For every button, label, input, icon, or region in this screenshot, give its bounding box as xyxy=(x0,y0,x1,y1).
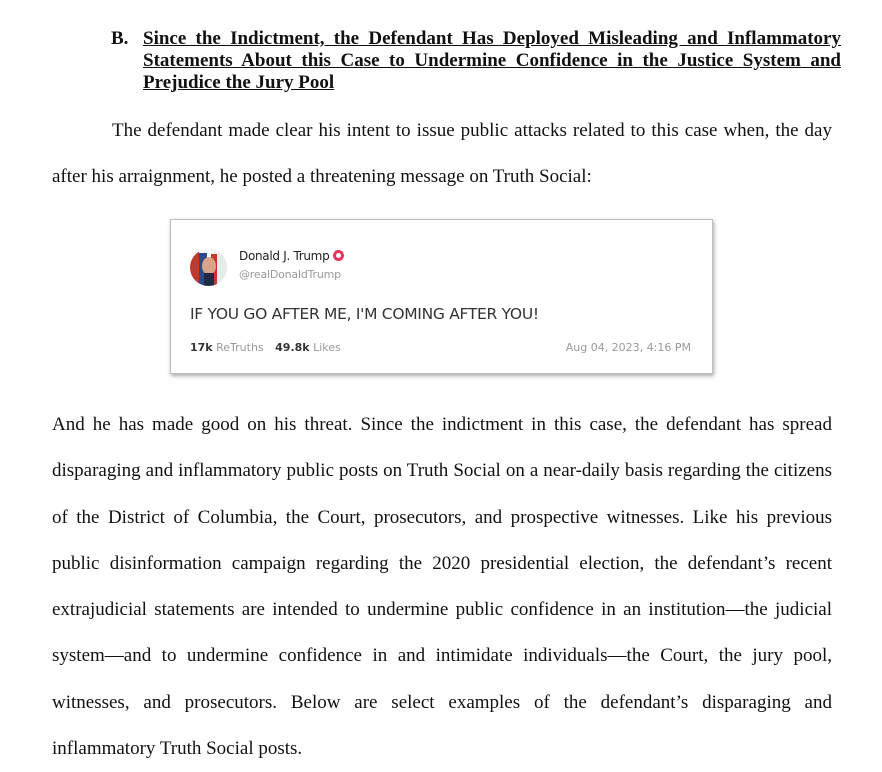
retruths-count: 17k xyxy=(190,341,213,354)
retruths-label: ReTruths xyxy=(216,341,264,354)
post-handle: @realDonaldTrump xyxy=(239,268,341,281)
truth-social-post-screenshot xyxy=(170,219,713,374)
post-stats xyxy=(190,341,341,354)
section-letter: B. xyxy=(111,28,129,49)
section-heading xyxy=(111,28,841,94)
avatar xyxy=(190,249,227,286)
post-date: Aug 04, 2023, 4:16 PM xyxy=(565,341,691,354)
post-display-name: Donald J. Trump xyxy=(239,249,344,263)
verified-badge-icon xyxy=(333,250,344,261)
paragraph-body: And he has made good on his threat. Since the indictment in this case, the defendant has spread disparaging and inflammatory public posts on Truth Social on a near-daily basis regarding the citizens of the District of Columbia, the Court, prosecutors, and prospective witnesses. Like his previous public disinformation campaign regarding the 2020 presidential election, the defendant’s recent extrajudicial statements are intended to undermine public confidence in an institution—the judicial system—and to undermine confidence in and intimidate individuals—the Court, the jury pool, witnesses, and prosecutors. Below are select examples of the defendant’s disparaging and inflammatory Truth Social posts. xyxy=(52,414,832,760)
likes-count: 49.8k xyxy=(275,341,310,354)
post-text: IF YOU GO AFTER ME, I'M COMING AFTER YOU! xyxy=(190,305,539,323)
paragraph-intro: The defendant made clear his intent to issue public attacks related to this case when, the day after his arraignment, he posted a threatening message on Truth Social: xyxy=(52,120,832,188)
likes-label: Likes xyxy=(313,341,341,354)
section-title: Since the Indictment, the Defendant Has Deployed Misleading and Inflammatory Statements About this Case to Undermine Confidence in the Justice System and Prejudice the Jury Pool xyxy=(143,28,841,93)
